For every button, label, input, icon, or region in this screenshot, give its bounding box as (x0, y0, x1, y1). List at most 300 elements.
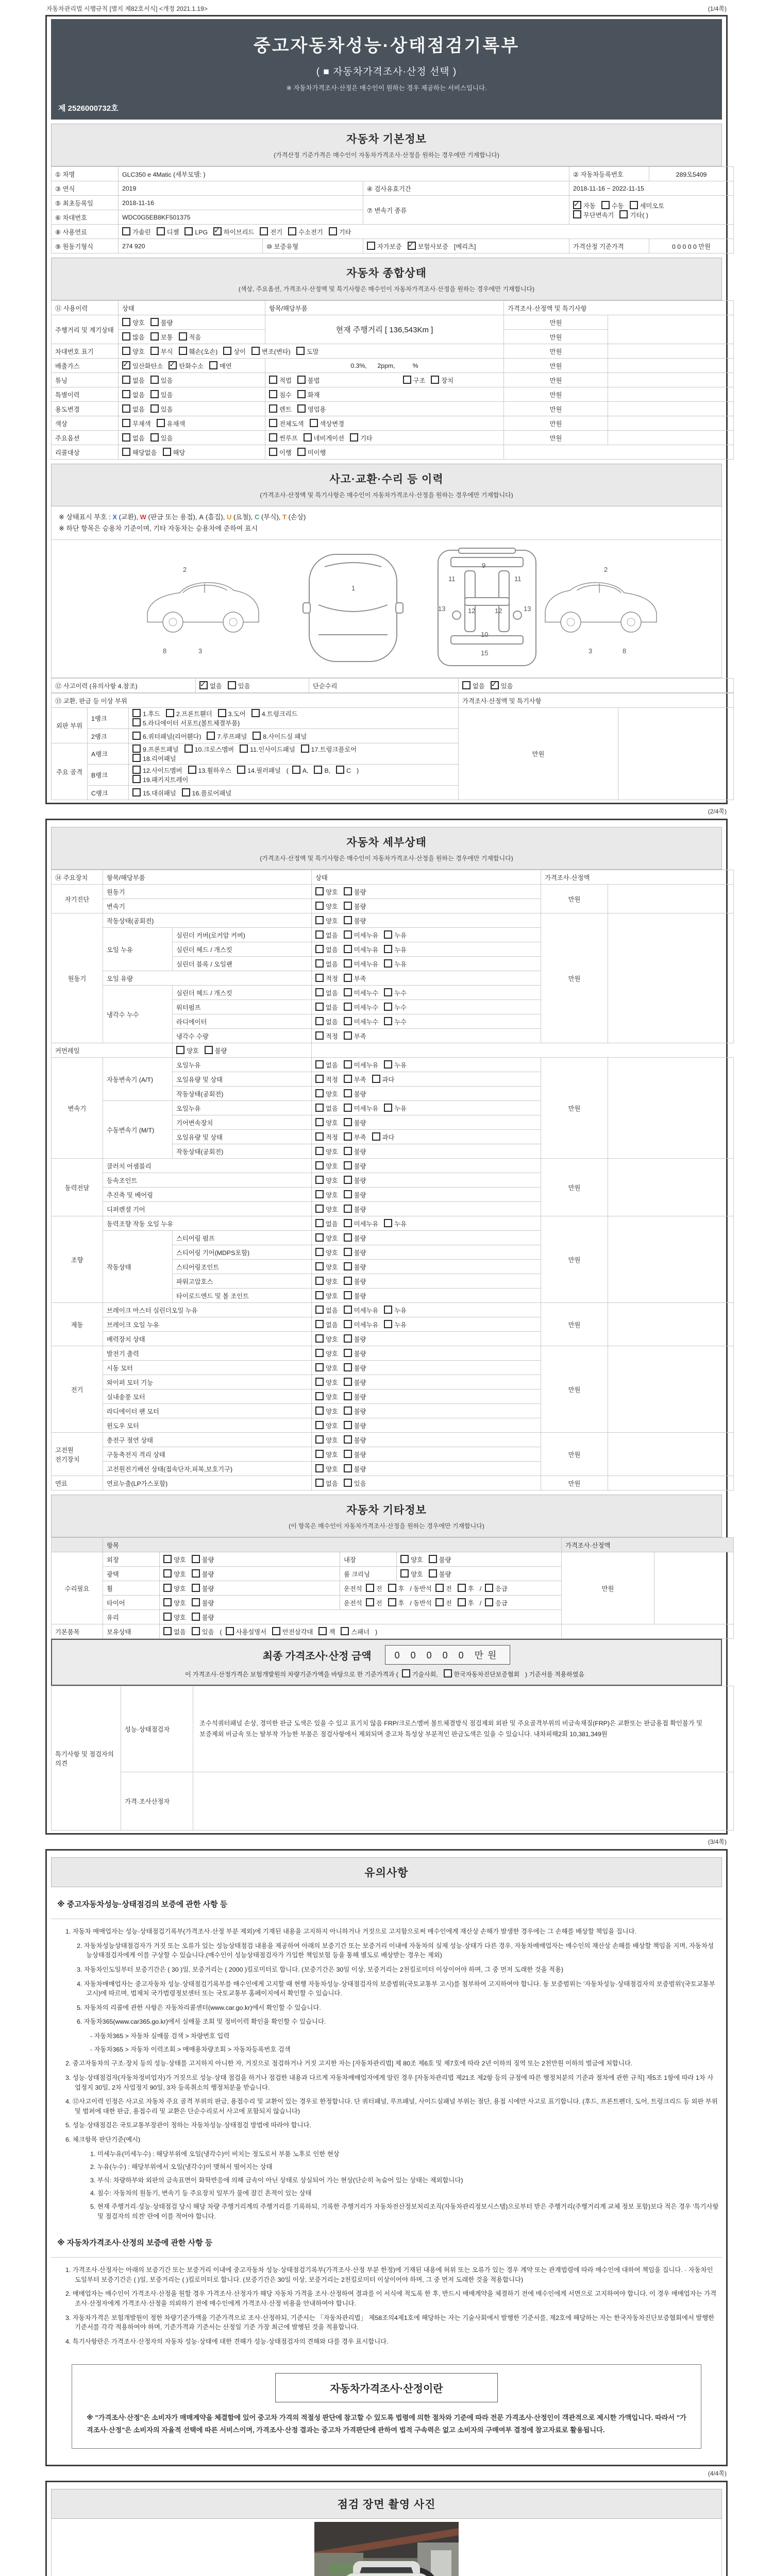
table-cell (312, 1029, 541, 1043)
checkbox[interactable] (132, 718, 141, 726)
checkbox-label: 양호 (326, 1451, 338, 1459)
checkbox[interactable] (384, 959, 392, 968)
checkbox[interactable] (237, 766, 245, 774)
checkbox[interactable] (315, 1118, 324, 1126)
checkbox[interactable] (344, 1176, 352, 1184)
checkbox[interactable] (297, 448, 306, 456)
checkbox[interactable] (315, 1190, 324, 1198)
checkbox[interactable] (297, 404, 306, 413)
checkbox[interactable] (344, 1219, 352, 1227)
checkbox[interactable] (132, 709, 141, 717)
checkbox[interactable] (630, 201, 638, 209)
table-cell: ⑧ 사용연료 (52, 225, 119, 239)
checkbox[interactable] (163, 1569, 172, 1578)
checkbox[interactable] (344, 1378, 352, 1386)
checkbox[interactable] (384, 1017, 392, 1025)
checkbox[interactable] (315, 988, 324, 996)
checkbox[interactable] (315, 1031, 324, 1040)
checkbox[interactable] (400, 1569, 409, 1578)
table-cell: 브레이크 마스터 실린더오일 누유 (103, 1303, 312, 1317)
checkbox[interactable] (344, 945, 352, 953)
table-cell: ⑥ 차대번호 (52, 210, 119, 225)
checkbox[interactable] (435, 1598, 444, 1606)
checkbox[interactable] (341, 1627, 349, 1635)
checkbox[interactable] (315, 1334, 324, 1343)
checkbox[interactable] (403, 376, 411, 384)
table-cell (608, 344, 734, 359)
checkbox[interactable] (269, 448, 277, 456)
checkbox[interactable] (176, 1046, 184, 1054)
table-cell (312, 1289, 541, 1303)
table-cell: 2랭크 (88, 729, 129, 743)
checkbox[interactable] (384, 1003, 392, 1011)
legend-desc: (흠집), (204, 513, 227, 521)
checkbox[interactable] (344, 1205, 352, 1213)
checkbox[interactable] (315, 974, 324, 982)
checkbox[interactable] (315, 1277, 324, 1285)
table-cell (312, 899, 541, 913)
checkbox[interactable] (315, 1104, 324, 1112)
checkbox[interactable] (344, 974, 352, 982)
checkbox[interactable] (315, 1205, 324, 1213)
checkbox[interactable] (344, 988, 352, 996)
checkbox[interactable] (384, 988, 392, 996)
checkbox[interactable] (157, 419, 165, 427)
table-cell (312, 913, 541, 928)
checkbox[interactable] (573, 210, 581, 218)
table-cell: 브레이크 오일 누유 (103, 1317, 312, 1332)
checkbox[interactable] (157, 227, 165, 235)
checkbox[interactable] (344, 1306, 352, 1314)
checkbox[interactable] (260, 227, 268, 235)
checkbox[interactable] (132, 788, 141, 796)
table-cell: 외장 (103, 1552, 160, 1567)
checkbox[interactable] (429, 1569, 437, 1578)
checkbox[interactable] (122, 419, 130, 427)
checkbox[interactable] (226, 1627, 234, 1635)
checkbox[interactable] (315, 1349, 324, 1357)
checkbox[interactable] (344, 1435, 352, 1444)
page-4 (45, 2481, 728, 2576)
table-cell (312, 1173, 541, 1188)
checkbox[interactable] (344, 959, 352, 968)
checkbox[interactable] (344, 1479, 352, 1487)
checkbox[interactable] (163, 1584, 172, 1592)
checkbox[interactable] (132, 766, 141, 774)
checkbox[interactable] (336, 766, 344, 774)
table-cell (312, 1317, 541, 1332)
checkbox[interactable] (350, 433, 358, 442)
checkbox[interactable] (458, 1584, 466, 1592)
table-cell (119, 359, 265, 373)
checkbox[interactable] (367, 242, 375, 250)
checkbox[interactable] (122, 448, 130, 456)
checkbox[interactable] (344, 1017, 352, 1025)
checkbox[interactable] (163, 448, 171, 456)
table-cell (608, 315, 734, 344)
checkbox[interactable] (169, 361, 177, 369)
checkbox[interactable] (366, 1598, 374, 1606)
table-cell: 조수석쿼터패널 손상, 경미한 판금 도색은 있을 수 있고 표기치 않음 FRP/크로스멤버 볼트체결방식 점검제외 외판 및 주요골격부위의 비금속재질(FRP)은 교환또는 판금용접 확인불가 및 보증제외 비금속 또는 탈부착 가능한 부품은 점검사항에서 제외되며 중고차 특성상 부분적인 판금도색은 있을 수 있습니다. 내차피해2회 10,381,349원 (193, 1686, 734, 1772)
notice-subitem: 1. 미세누유(미세누수) : 해당부위에 오일(냉각수)이 비치는 정도로서 부품 노후로 인한 현상 (90, 2150, 340, 2158)
checkbox[interactable] (315, 1406, 324, 1415)
table-cell: 가격조사·산정액 (541, 870, 734, 885)
checkbox[interactable] (366, 1584, 374, 1592)
table-cell (119, 225, 734, 239)
checkbox[interactable] (408, 242, 416, 250)
checkbox[interactable] (315, 1479, 324, 1487)
checkbox[interactable] (344, 887, 352, 895)
checkbox[interactable] (344, 1060, 352, 1069)
checkbox-label: 적정 (326, 1133, 338, 1141)
checkbox-label: 양호 (326, 1249, 338, 1257)
checkbox[interactable] (207, 732, 215, 740)
checkbox[interactable] (400, 1555, 409, 1563)
table-cell: 만원 (541, 1159, 608, 1216)
checkbox[interactable] (344, 1089, 352, 1097)
checkbox[interactable] (150, 318, 159, 326)
checkbox[interactable] (344, 916, 352, 924)
checkbox[interactable] (315, 1464, 324, 1472)
checkbox[interactable] (315, 959, 324, 968)
table-cell (119, 445, 265, 460)
table-cell: 만원 (541, 1216, 608, 1303)
checkbox[interactable] (269, 404, 277, 413)
checkbox[interactable] (344, 1031, 352, 1040)
checkbox-label: 부족 (354, 1133, 366, 1141)
checkbox[interactable] (122, 376, 130, 384)
table-cell (160, 1567, 340, 1581)
table-cell: ⑦ 변속기 종류 (363, 196, 569, 225)
checkbox[interactable] (315, 930, 324, 939)
checkbox[interactable] (315, 1248, 324, 1256)
checkbox[interactable] (310, 419, 318, 427)
checkbox-label: 16.플로어패널 (192, 789, 232, 797)
inline-text: 이 가격조사·산정가격은 보험개발원의 차량기준가액을 바탕으로 한 기준가격과 ( (184, 1671, 398, 1679)
checkbox-label: 없음 (326, 1061, 338, 1069)
section-subtitle: (이 항목은 매수인이 자동차가격조사·산정을 원하는 경우에만 기재합니다) (289, 1522, 484, 1530)
table-cell: 냉각수 누수 (103, 986, 173, 1043)
checkbox[interactable] (315, 945, 324, 953)
checkbox[interactable] (301, 744, 309, 753)
inspector-opinion-table (51, 1686, 722, 1831)
checkbox[interactable] (251, 709, 260, 717)
checkbox[interactable] (150, 376, 159, 384)
checkbox[interactable] (132, 775, 141, 783)
checkbox[interactable] (150, 332, 159, 341)
checkbox-label: LPG (195, 228, 208, 236)
checkbox-label: 미세누수 (354, 989, 379, 997)
checkbox[interactable] (315, 1233, 324, 1242)
checkbox[interactable] (372, 1075, 380, 1083)
checkbox[interactable] (384, 1104, 392, 1112)
checkbox[interactable] (315, 1450, 324, 1458)
checkbox-label: 있음 (201, 1628, 214, 1636)
table-cell: 항목/해당부품 (265, 301, 504, 315)
checkbox-label: 불량 (354, 1249, 366, 1257)
checkbox[interactable] (269, 376, 277, 384)
table-cell: ② 자동차등록번호 (569, 167, 649, 181)
checkbox[interactable] (192, 1613, 200, 1621)
checkbox[interactable] (619, 210, 628, 218)
checkbox[interactable] (344, 1334, 352, 1343)
checkbox[interactable] (329, 227, 337, 235)
checkbox[interactable] (344, 1262, 352, 1270)
checkbox[interactable] (384, 1306, 392, 1314)
checkbox[interactable] (315, 902, 324, 910)
checkbox[interactable] (491, 681, 499, 689)
checkbox[interactable] (296, 347, 305, 355)
table-cell: ⑪ 사용이력 (52, 301, 119, 315)
checkbox-label: 불량 (354, 1451, 366, 1459)
checkbox-label: 불량 (354, 1364, 366, 1372)
checkbox[interactable] (192, 1569, 200, 1578)
notice-subitem: 5. 현재 주행거리·성능·상태점검 당시 해당 차량 주행거리계의 주행거리를 기록하되, 기록한 주행거리가 자동차전산정보처리조직(자동차관리정보시스템)으로부터 받은 주행거리(주행거리계 교체 정보 포함)보다 적은 경우 '특기사항 및 점검자의 의견' 란에 이를 적어야 합니다. (90, 2202, 719, 2220)
checkbox[interactable] (223, 347, 231, 355)
checkbox[interactable] (269, 419, 277, 427)
checkbox-label: 불량 (354, 1379, 366, 1386)
checkbox[interactable] (122, 318, 130, 326)
checkbox[interactable] (315, 1262, 324, 1270)
checkbox-label: 불량 (354, 1191, 366, 1199)
checkbox[interactable] (122, 404, 130, 413)
checkbox[interactable] (315, 1421, 324, 1429)
checkbox[interactable] (179, 347, 187, 355)
table-cell: WDC0G5EB8KF501375 (119, 210, 363, 225)
checkbox[interactable] (601, 201, 610, 209)
checkbox[interactable] (163, 1627, 172, 1635)
checkbox[interactable] (344, 1349, 352, 1357)
checkbox[interactable] (344, 1190, 352, 1198)
table-cell: 변속기 (103, 899, 312, 913)
checkbox-label: B, (324, 767, 331, 775)
checkbox[interactable] (150, 390, 159, 398)
checkbox[interactable] (199, 681, 208, 689)
checkbox-label: 미세누유 (354, 946, 379, 954)
checkbox[interactable] (344, 1132, 352, 1141)
checkbox[interactable] (344, 1406, 352, 1415)
table-cell: 스티어링 펌프 (173, 1231, 312, 1245)
checkbox[interactable] (297, 390, 306, 398)
checkbox[interactable] (192, 1584, 200, 1592)
checkbox[interactable] (431, 376, 439, 384)
checkbox[interactable] (315, 1060, 324, 1069)
page-2 (45, 819, 728, 1835)
checkbox[interactable] (315, 1378, 324, 1386)
checkbox[interactable] (318, 1627, 327, 1635)
final-price-label: 최종 가격조사·산정 금액 (262, 1650, 372, 1662)
checkbox[interactable] (205, 1046, 213, 1054)
checkbox[interactable] (150, 433, 159, 442)
checkbox[interactable] (253, 732, 261, 740)
checkbox-label: 양호 (132, 319, 145, 327)
checkbox[interactable] (132, 744, 141, 753)
checkbox[interactable] (315, 1176, 324, 1184)
checkbox-label: 불량 (201, 1599, 214, 1607)
checkbox[interactable] (315, 887, 324, 895)
checkbox[interactable] (372, 1132, 380, 1141)
checkbox[interactable] (384, 1219, 392, 1227)
checkbox[interactable] (344, 930, 352, 939)
table-cell: 동력조향 작동 오일 누유 (103, 1216, 312, 1231)
checkbox[interactable] (344, 1450, 352, 1458)
checkbox-label: 없음 (326, 1105, 338, 1112)
checkbox[interactable] (150, 404, 159, 413)
table-cell (397, 1567, 562, 1581)
checkbox-label: 불량 (354, 1436, 366, 1444)
checkbox[interactable] (292, 766, 300, 774)
checkbox[interactable] (344, 1277, 352, 1285)
checkbox[interactable] (315, 916, 324, 924)
checkbox[interactable] (188, 766, 196, 774)
checkbox[interactable] (315, 1089, 324, 1097)
table-cell: ⑫ 사고이력 (유의사항 4.참조) (52, 679, 196, 693)
checkbox[interactable] (429, 1555, 437, 1563)
checkbox[interactable] (462, 681, 470, 689)
checkbox[interactable] (384, 945, 392, 953)
checkbox[interactable] (435, 1584, 444, 1592)
checkbox[interactable] (184, 744, 193, 753)
table-cell (312, 1274, 541, 1289)
checkbox[interactable] (122, 347, 130, 355)
checkbox[interactable] (388, 1598, 396, 1606)
checkbox-label: 누유 (394, 960, 407, 968)
checkbox[interactable] (132, 754, 141, 762)
checkbox[interactable] (388, 1584, 396, 1592)
table-cell (312, 942, 541, 957)
checkbox[interactable] (209, 361, 217, 369)
checkbox[interactable] (402, 1669, 410, 1677)
checkbox[interactable] (192, 1598, 200, 1606)
checkbox[interactable] (251, 347, 260, 355)
checkbox[interactable] (344, 1003, 352, 1011)
table-cell: GLC350 e 4Matic (세부모델: ) (119, 167, 569, 181)
checkbox[interactable] (344, 1104, 352, 1112)
checkbox[interactable] (315, 1435, 324, 1444)
checkbox[interactable] (218, 709, 226, 717)
table-cell: 오일 누유 (103, 928, 173, 971)
checkbox[interactable] (315, 1132, 324, 1141)
checkbox[interactable] (122, 361, 130, 369)
checkbox[interactable] (192, 1555, 200, 1563)
checkbox[interactable] (315, 1075, 324, 1083)
checkbox[interactable] (240, 744, 248, 753)
price-survey-info-box (72, 2364, 701, 2448)
checkbox[interactable] (485, 1598, 493, 1606)
checkbox[interactable] (344, 1421, 352, 1429)
checkbox[interactable] (269, 433, 277, 442)
checkbox[interactable] (297, 376, 306, 384)
checkbox[interactable] (485, 1584, 493, 1592)
checkbox[interactable] (315, 1161, 324, 1170)
checkbox-label: 누유 (394, 1105, 407, 1112)
checkbox[interactable] (179, 332, 187, 341)
checkbox[interactable] (288, 227, 296, 235)
checkbox[interactable] (132, 732, 141, 740)
checkbox[interactable] (163, 1613, 172, 1621)
checkbox-label: 색상변경 (320, 420, 345, 428)
checkbox[interactable] (344, 1392, 352, 1400)
checkbox[interactable] (384, 1320, 392, 1328)
checkbox-label: 없음 (326, 1018, 338, 1026)
checkbox[interactable] (182, 788, 190, 796)
checkbox[interactable] (315, 1003, 324, 1011)
checkbox[interactable] (315, 1017, 324, 1025)
checkbox-label: 후 (467, 1585, 474, 1592)
notice-subsection-a: ※ 중고자동차성능·상태점검의 보증에 관한 사항 등 (51, 1889, 722, 1919)
checkbox[interactable] (315, 1306, 324, 1314)
checkbox[interactable] (384, 1060, 392, 1069)
checkbox[interactable] (344, 1147, 352, 1155)
checkbox[interactable] (344, 1233, 352, 1242)
checkbox[interactable] (166, 709, 174, 717)
checkbox[interactable] (314, 766, 322, 774)
checkbox[interactable] (315, 1320, 324, 1328)
checkbox-label: 5.라디에이터 서포트(볼트체결부품) (143, 720, 240, 727)
table-cell: 클러치 어셈블리 (103, 1159, 312, 1173)
table-cell: ⑤ 최초등록일 (52, 196, 119, 210)
checkbox[interactable] (384, 930, 392, 939)
table-cell: 오일누유 (173, 1058, 312, 1072)
checkbox[interactable] (315, 1147, 324, 1155)
checkbox-label: C (346, 767, 351, 775)
checkbox[interactable] (344, 1161, 352, 1170)
checkbox[interactable] (184, 227, 193, 235)
checkbox[interactable] (163, 1555, 172, 1563)
checkbox-label: 불량 (354, 1206, 366, 1213)
checkbox-label: 일산화탄소 (132, 362, 163, 370)
notice-item: 1. 자동차 매매업자는 성능·상태점검기록부(가격조사·산정 부분 제외)에 기재된 내용을 고지하지 아니하거나 거짓으로 고지함으로써 매수인에게 재산상 손해가 발생한 경우에는 그 손해를 배상할 책임을 집니다. (65, 1928, 636, 1936)
checkbox[interactable] (122, 433, 130, 442)
checkbox[interactable] (269, 390, 277, 398)
section-title: 자동차 기본정보 (346, 133, 427, 145)
checkbox[interactable] (344, 1248, 352, 1256)
table-cell: 만원 (541, 913, 608, 1043)
checkbox[interactable] (315, 1219, 324, 1227)
checkbox[interactable] (344, 1075, 352, 1083)
checkbox[interactable] (122, 227, 130, 235)
checkbox[interactable] (315, 1291, 324, 1299)
checkbox[interactable] (272, 1627, 280, 1635)
checkbox[interactable] (315, 1363, 324, 1371)
checkbox[interactable] (150, 347, 159, 355)
checkbox[interactable] (573, 201, 581, 209)
checkbox[interactable] (163, 1598, 172, 1606)
checkbox[interactable] (122, 332, 130, 341)
table-cell: 실린더 커버(로커암 커버) (173, 928, 312, 942)
checkbox[interactable] (315, 1392, 324, 1400)
checkbox[interactable] (304, 433, 312, 442)
table-cell (265, 445, 504, 460)
table-cell (160, 1552, 340, 1567)
checkbox[interactable] (344, 1320, 352, 1328)
checkbox[interactable] (192, 1627, 200, 1635)
checkbox[interactable] (344, 1291, 352, 1299)
checkbox-label: 양호 (326, 1263, 338, 1271)
checkbox-label: 양호 (326, 1335, 338, 1343)
checkbox[interactable] (344, 1464, 352, 1472)
checkbox[interactable] (344, 1118, 352, 1126)
checkbox[interactable] (444, 1669, 452, 1677)
checkbox[interactable] (458, 1598, 466, 1606)
checkbox[interactable] (228, 681, 236, 689)
checkbox[interactable] (213, 227, 222, 235)
checkbox[interactable] (344, 902, 352, 910)
checkbox[interactable] (122, 390, 130, 398)
checkbox-label: 불량 (201, 1585, 214, 1592)
table-cell: 항목 (103, 1538, 562, 1552)
checkbox[interactable] (344, 1363, 352, 1371)
